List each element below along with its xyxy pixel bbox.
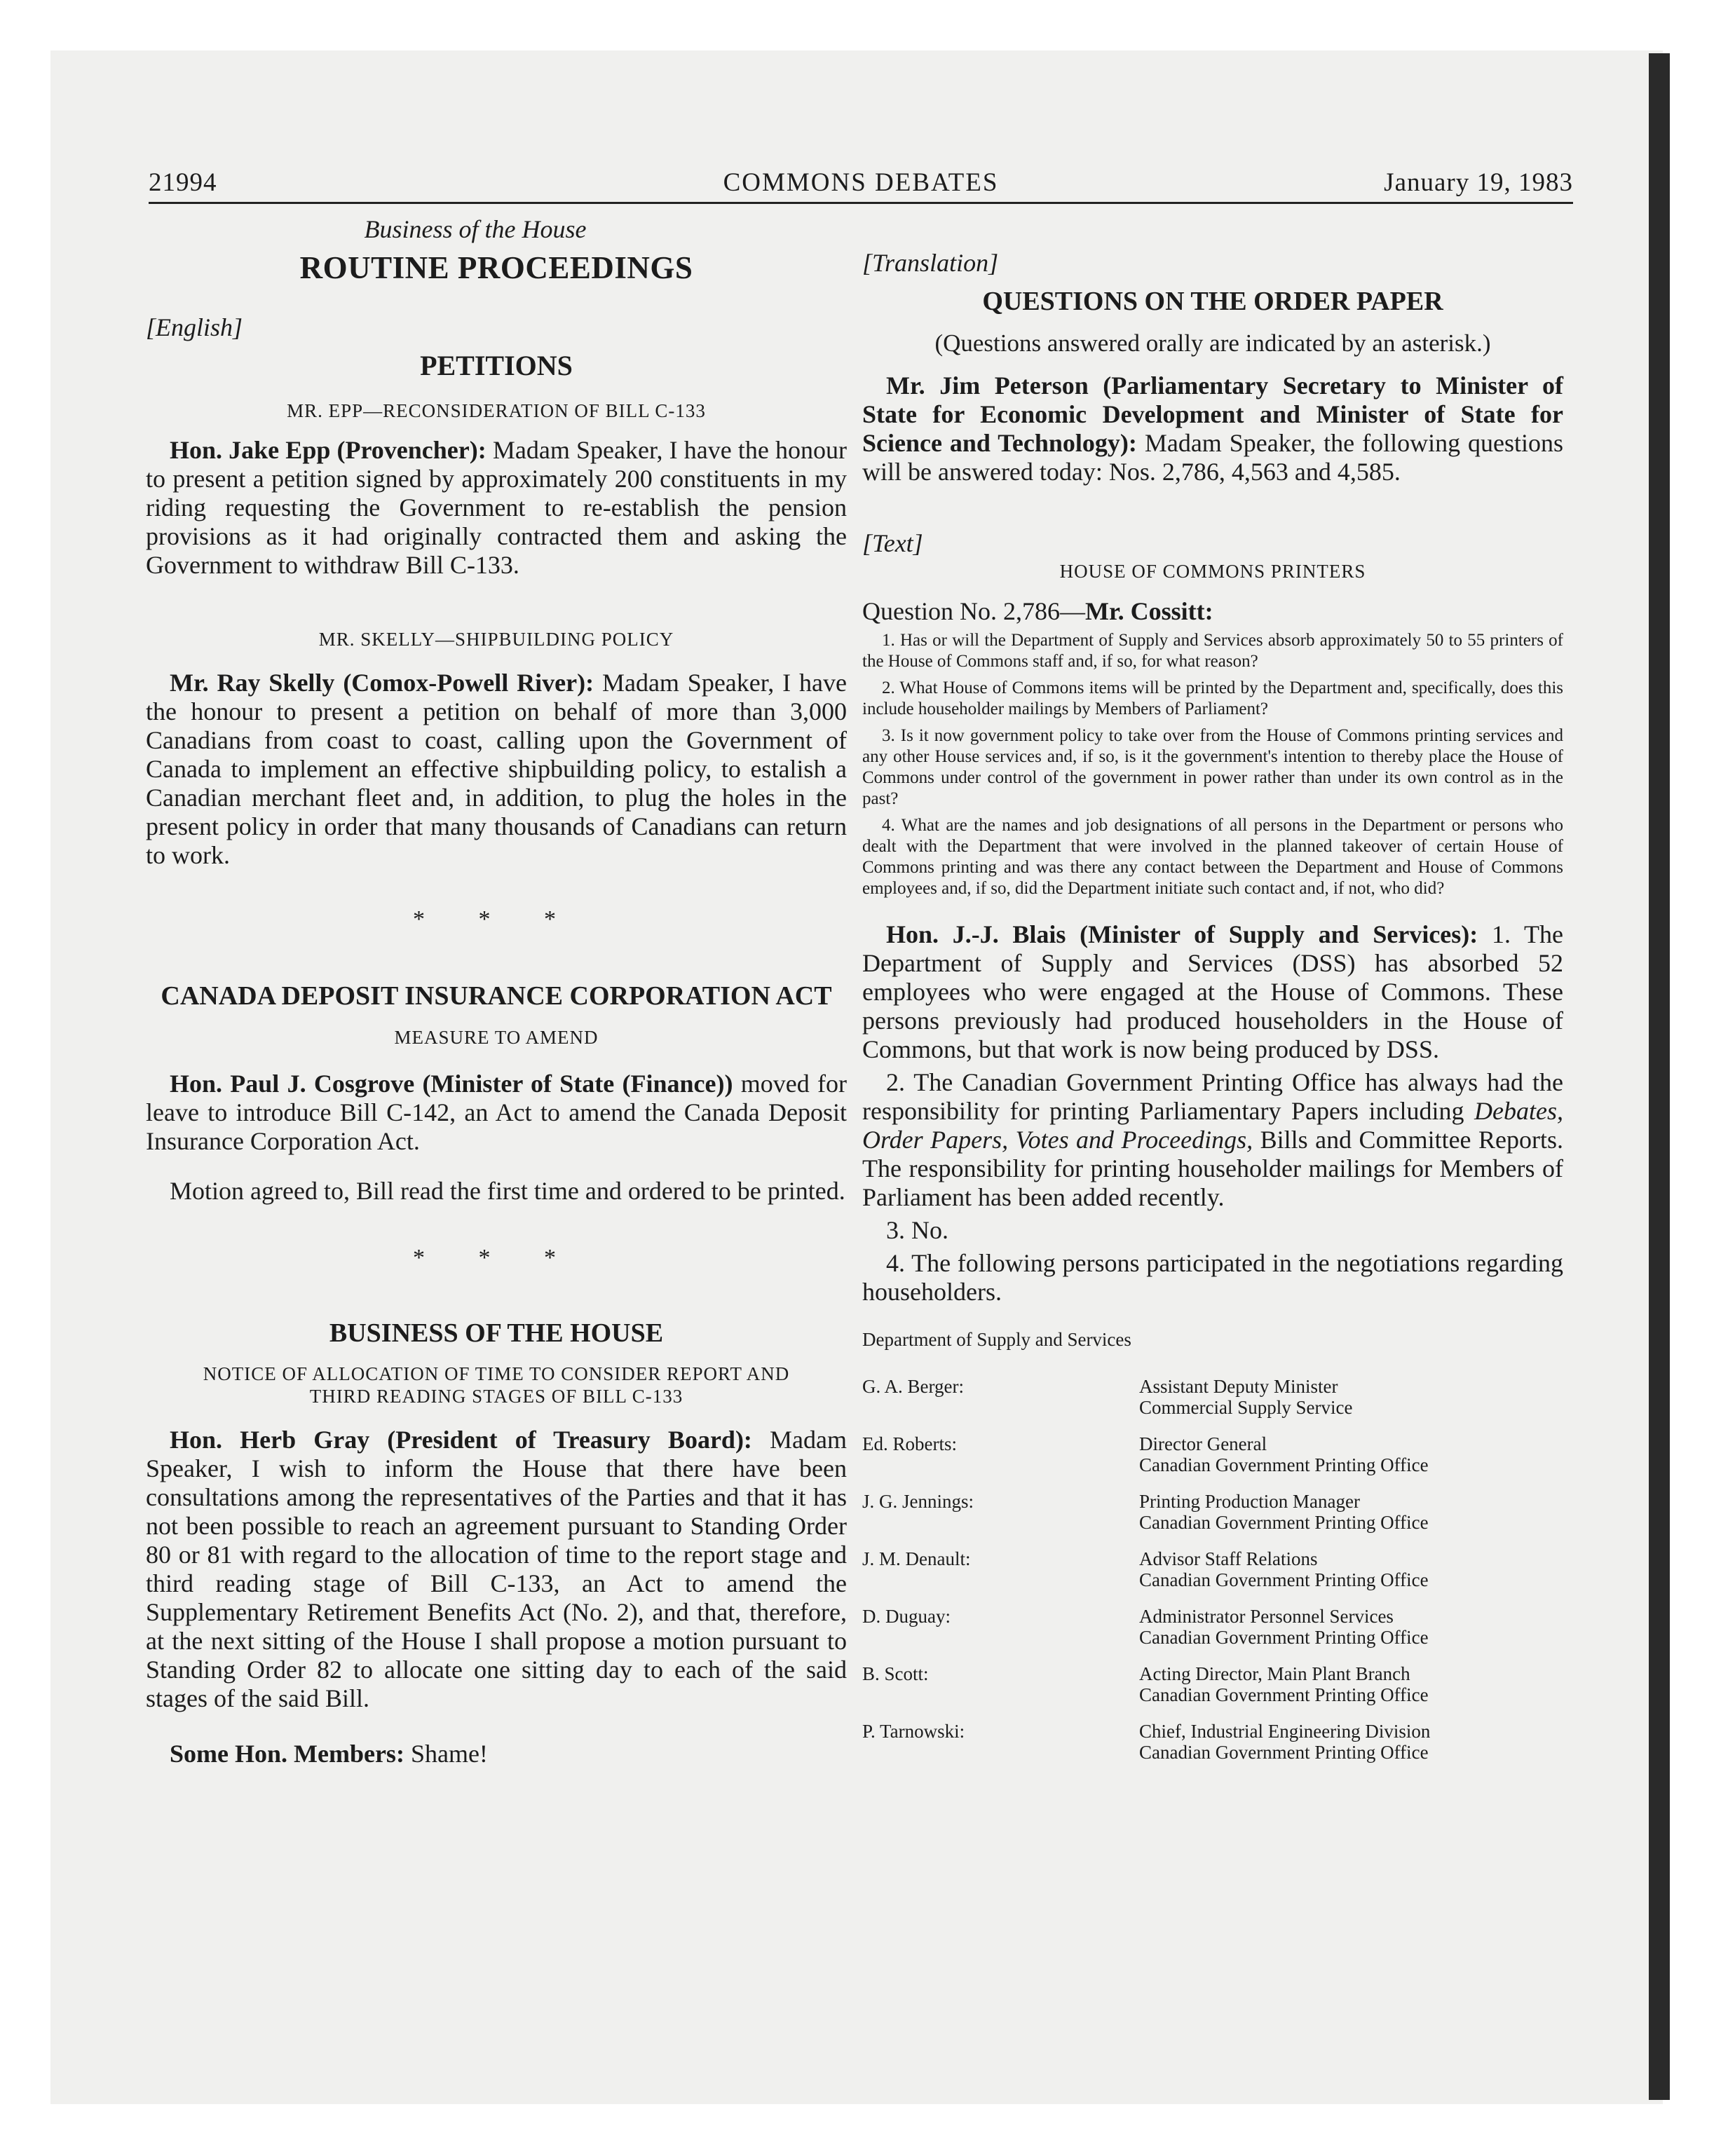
epp-text: Madam Speaker, I have the honour to present a petition signed by approximately 200 constituents in my riding requesting the Government to re-establish the pension provisions as it had originally contracted them and asking the Government to withdraw Bill C-133. (146, 436, 848, 579)
participants-table (862, 1376, 1563, 1778)
blais-text: 1. The Department of Supply and Services (DSS) has absorbed 52 employees who were engaged at the House of Commons. These persons previously had produced householders in the House of Commons, but that work is now being produced by DSS. (862, 920, 1563, 1063)
business-heading: BUSINESS OF THE HOUSE (329, 1318, 664, 1348)
question-number: Question No. 2,786— (862, 597, 1085, 625)
gray-text: Madam Speaker, I wish to inform the House that there have been consultations among the representatives of the Parties and that it has not been possible to reach an agreement pursuant to Standing Order 80 or 81 with regard to the allocation of time to the report stage and third reading stage of Bill C-133, an Act to amend the Supplementary Retirement Benefits Act (No. 2), and that, therefore, at the next sitting of the House I shall propose a motion pursuant to Standing Order 82 to allocate one sitting day to each of the said stages of the said Bill. (146, 1426, 847, 1712)
person-role (1139, 1721, 1563, 1778)
gray-statement (146, 1426, 847, 1713)
person-title: Printing Production Manager (1139, 1491, 1360, 1512)
person-title: Administrator Personnel Services (1139, 1606, 1394, 1627)
table-row (862, 1606, 1563, 1663)
skelly-statement (146, 669, 847, 870)
person-name: B. Scott: (862, 1663, 929, 1684)
cdic-subheading: MEASURE TO AMEND (394, 1027, 599, 1048)
section-label: Business of the House (364, 215, 587, 243)
skelly-subheading: MR. SKELLY—SHIPBUILDING POLICY (318, 629, 674, 650)
person-name: Ed. Roberts: (862, 1433, 957, 1454)
table-row (862, 1548, 1563, 1606)
epp-speaker: Hon. Jake Epp (Provencher): (170, 436, 487, 464)
section-separator: * * * (413, 906, 580, 932)
table-row (862, 1721, 1563, 1778)
skelly-text: Madam Speaker, I have the honour to present a petition on behalf of more than 3,000 Canadians from coast to coast, calling upon the Government of Canada to implement an effective shipbuilding policy, to estalish a Canadian merchant fleet and, in addition, to plug the holes in the present policy in order that many thousands of Canadians can return to work. (146, 669, 848, 869)
scan-edge-bar (1649, 53, 1670, 2100)
language-tag-english: [English] (146, 313, 243, 341)
cosgrove-text: moved for leave to introduce Bill C-142, an Act to amend the Canada Deposit Insurance Corporation Act. (146, 1070, 847, 1155)
person-role (1139, 1376, 1563, 1433)
peterson-statement (862, 371, 1563, 486)
person-title: Director General (1139, 1433, 1267, 1454)
table-row (862, 1433, 1563, 1491)
motion-agreed: Motion agreed to, Bill read the first time and ordered to be printed. (170, 1177, 845, 1205)
person-org: Canadian Government Printing Office (1139, 1627, 1429, 1648)
question-asker: Mr. Cossitt: (1085, 597, 1213, 625)
cdic-heading: CANADA DEPOSIT INSURANCE CORPORATION ACT (161, 981, 832, 1011)
language-tag-text: [Text] (862, 529, 923, 557)
blais-speaker: Hon. J.-J. Blais (Minister of Supply and Services): (886, 920, 1478, 948)
person-name: J. M. Denault: (862, 1548, 971, 1569)
person-role (1139, 1548, 1563, 1606)
person-role (1139, 1663, 1563, 1721)
left-column (146, 210, 847, 1768)
questions-note: (Questions answered orally are indicated by an asterisk.) (934, 329, 1491, 357)
right-column (862, 210, 1563, 1778)
question-item: 1. Has or will the Department of Supply and Services absorb approximately 50 to 55 printers of the House of Commons staff and, if so, for what reason? (862, 631, 1563, 671)
questions-heading: QUESTIONS ON THE ORDER PAPER (982, 287, 1443, 316)
publication-date: January 19, 1983 (1384, 168, 1573, 197)
skelly-speaker: Mr. Ray Skelly (Comox-Powell River): (170, 669, 594, 697)
person-title: Assistant Deputy Minister (1139, 1376, 1338, 1397)
table-row (862, 1491, 1563, 1548)
person-name: G. A. Berger: (862, 1376, 964, 1397)
question-line (862, 596, 1563, 626)
person-org: Canadian Government Printing Office (1139, 1684, 1429, 1705)
table-row (862, 1376, 1563, 1433)
person-title: Chief, Industrial Engineering Division (1139, 1721, 1431, 1742)
members-interjection (146, 1740, 847, 1768)
question-items (862, 630, 1563, 899)
person-org: Canadian Government Printing Office (1139, 1742, 1429, 1763)
person-name: D. Duguay: (862, 1606, 951, 1627)
answer-2 (862, 1068, 1563, 1212)
answer-4: 4. The following persons participated in the negotiations regarding householders. (862, 1249, 1563, 1306)
epp-subheading: MR. EPP—RECONSIDERATION OF BILL C-133 (287, 400, 706, 421)
publication-title: COMMONS DEBATES (723, 168, 999, 197)
petitions-heading: PETITIONS (420, 350, 573, 381)
question-item: 4. What are the names and job designations of all persons in the Department or persons who dealt with the Department that were involved in the planned takeover of certain House of Commons printing and was there any contact between the Department and House of Commons employees and, if so, did the Department initiate such contact and, if not, who did? (862, 816, 1563, 898)
person-org: Canadian Government Printing Office (1139, 1569, 1429, 1590)
person-name: P. Tarnowski: (862, 1721, 965, 1742)
person-org: Canadian Government Printing Office (1139, 1512, 1429, 1533)
department-label: Department of Supply and Services (862, 1329, 1131, 1350)
printers-subheading: HOUSE OF COMMONS PRINTERS (1059, 561, 1366, 582)
person-org: Commercial Supply Service (1139, 1397, 1353, 1418)
cosgrove-statement (146, 1070, 847, 1156)
page-number: 21994 (149, 168, 217, 197)
question-item: 3. Is it now government policy to take over from the House of Commons printing services and any other House services and, if so, is it the government's intention to thereby place the House of Commons under control of the government in power rather than under its own control as in the past? (862, 726, 1563, 808)
table-row (862, 1663, 1563, 1721)
section-separator: * * * (413, 1245, 580, 1271)
person-title: Acting Director, Main Plant Branch (1139, 1663, 1410, 1684)
answer-3: 3. No. (886, 1216, 948, 1244)
members-speaker: Some Hon. Members: (170, 1740, 404, 1768)
answer-2-italic: Debates, Order Papers, Votes and Proceedings, (862, 1097, 1563, 1154)
cosgrove-speaker: Hon. Paul J. Cosgrove (Minister of State (Finance)) (170, 1070, 733, 1098)
question-item: 2. What House of Commons items will be printed by the Department and, specifically, does this include householder mailings by Members of Parliament? (862, 678, 1563, 718)
epp-statement (146, 436, 847, 580)
gray-speaker: Hon. Herb Gray (President of Treasury Board): (170, 1426, 752, 1454)
answer-2-text-a: 2. The Canadian Government Printing Office has always had the responsibility for printing Parliamentary Papers including (862, 1068, 1563, 1125)
language-tag-translation: [Translation] (862, 249, 999, 277)
peterson-speaker: Mr. Jim Peterson (Parliamentary Secretary to Minister of State for Economic Development and Minister of State for Science and Technology): (862, 371, 1563, 457)
routine-proceedings-heading: ROUTINE PROCEEDINGS (299, 250, 693, 285)
person-role (1139, 1491, 1563, 1548)
person-role (1139, 1433, 1563, 1491)
running-header (149, 160, 1573, 204)
blais-statement (862, 920, 1563, 1064)
business-subheading: NOTICE OF ALLOCATION OF TIME TO CONSIDER REPORT AND THIRD READING STAGES OF BILL C-133 (203, 1363, 790, 1407)
person-role (1139, 1606, 1563, 1663)
answer-2-text-b: Bills and Committee Reports. The responsibility for printing householder mailings for Members of Parliament has been added recently. (862, 1126, 1563, 1211)
person-name: J. G. Jennings: (862, 1491, 974, 1512)
person-org: Canadian Government Printing Office (1139, 1454, 1429, 1475)
members-text: Shame! (410, 1740, 488, 1768)
peterson-text: Madam Speaker, the following questions will be answered today: Nos. 2,786, 4,563 and 4,585. (862, 429, 1564, 486)
person-title: Advisor Staff Relations (1139, 1548, 1318, 1569)
